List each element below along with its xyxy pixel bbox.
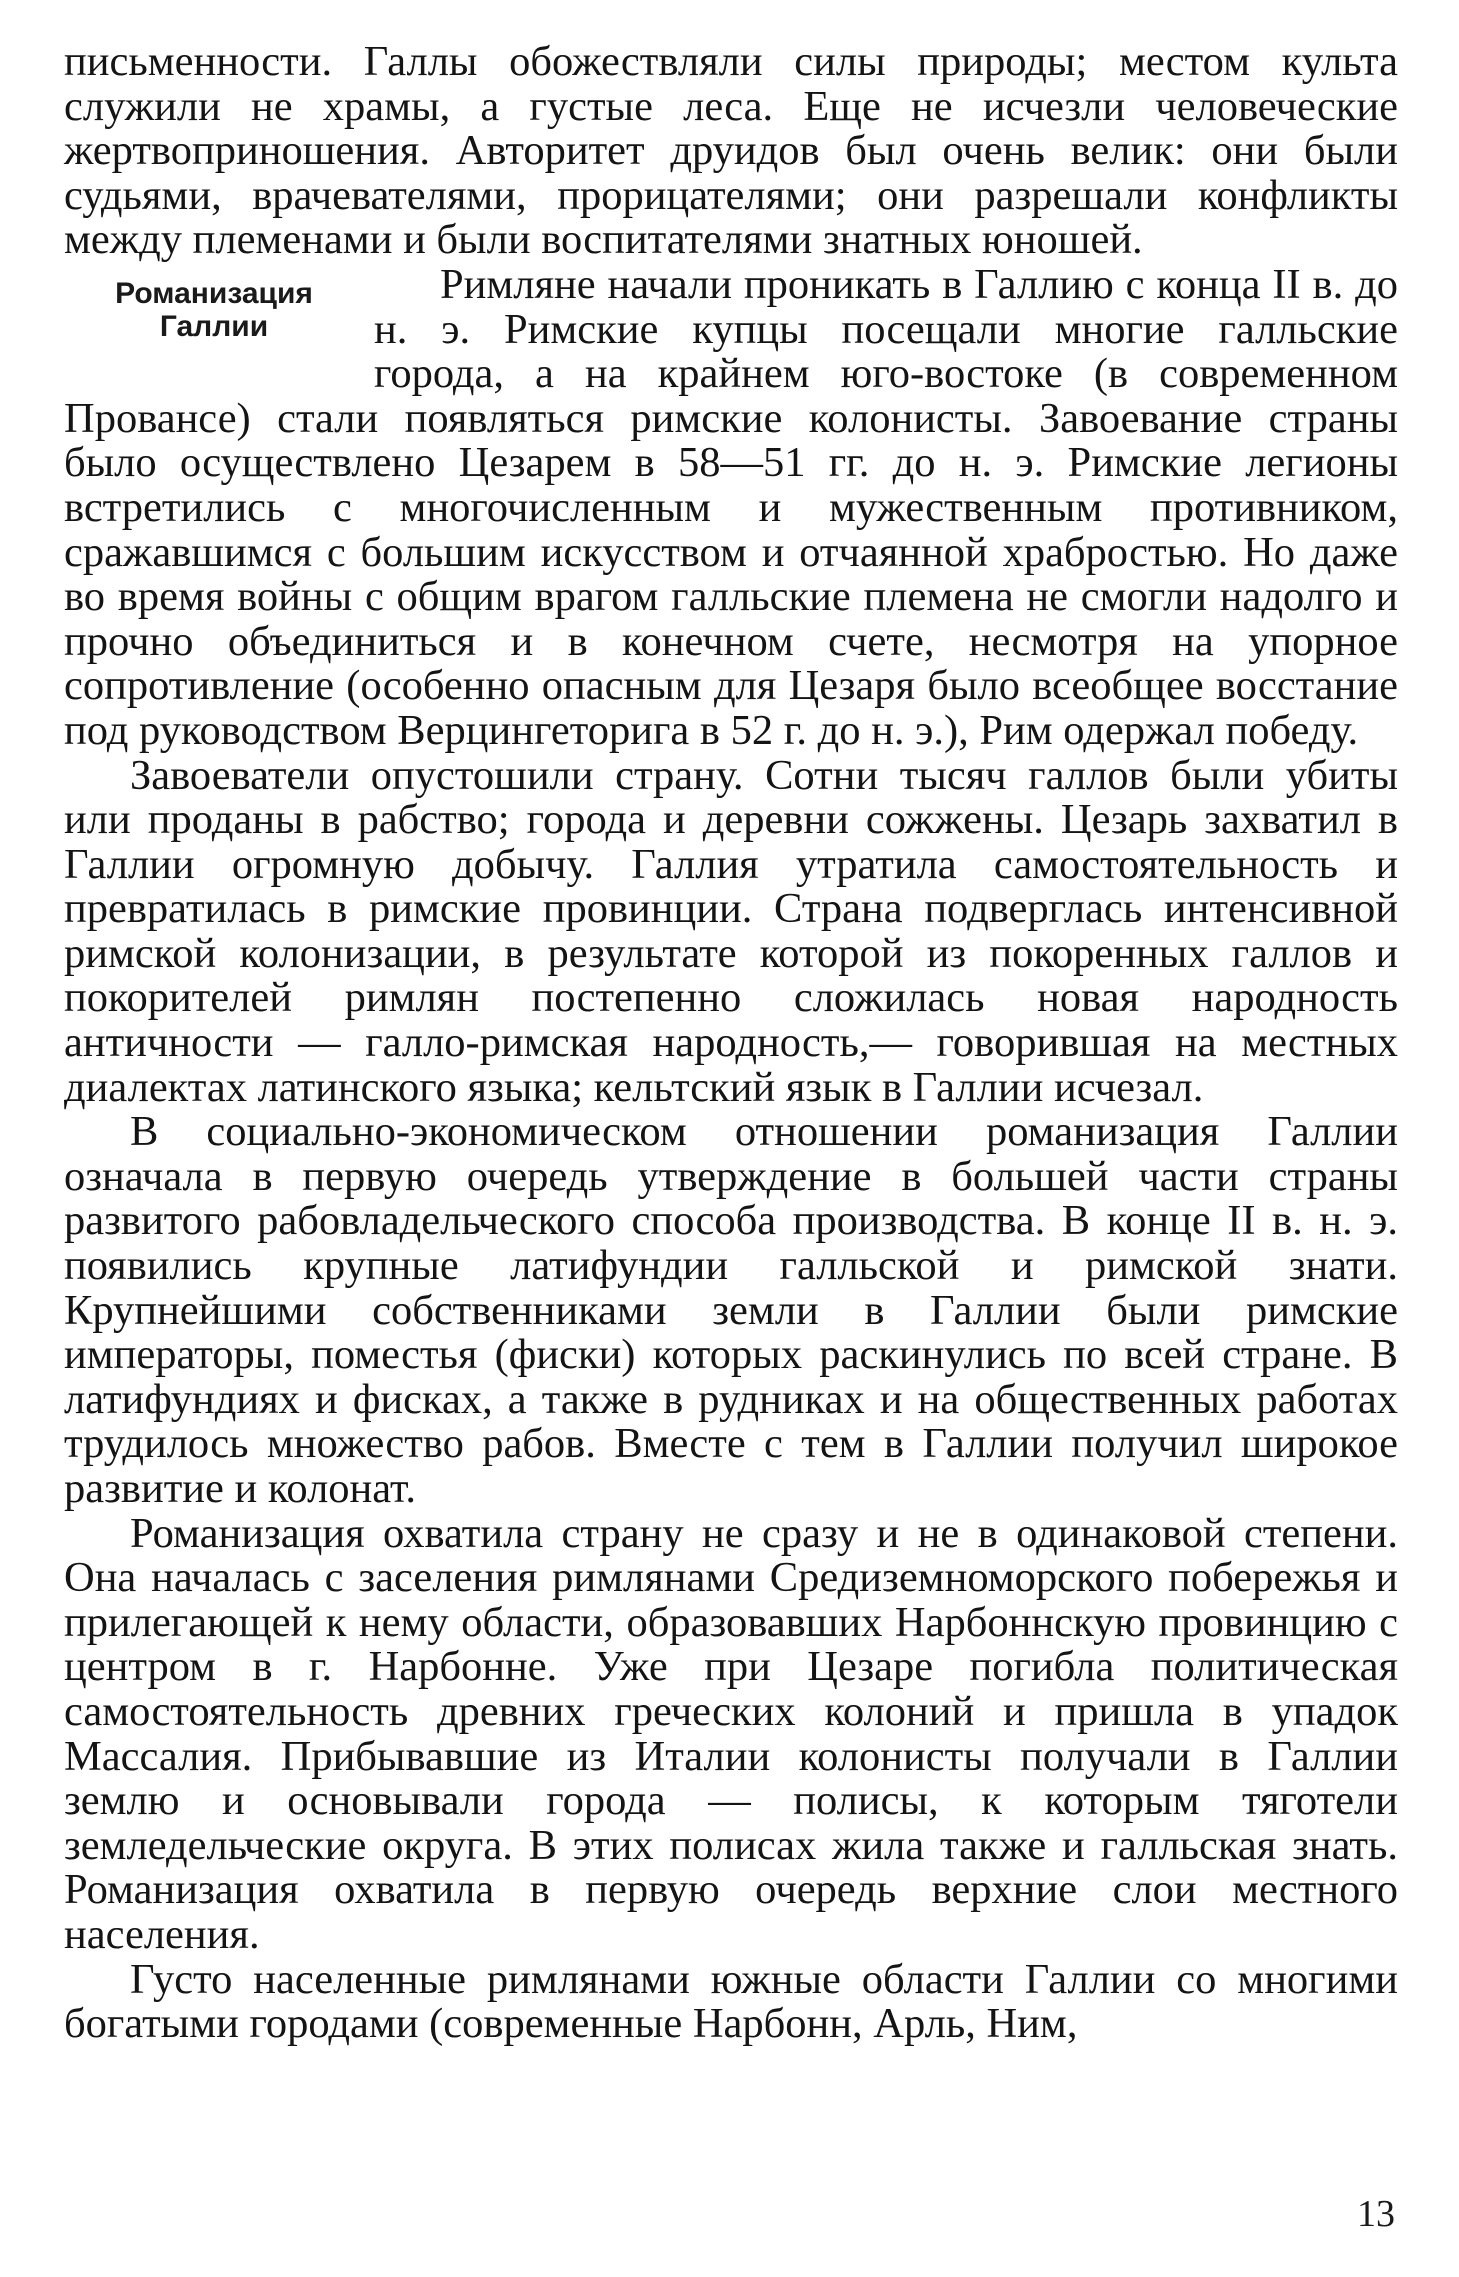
paragraph-southern-regions: Густо населенные римлянами южные области Галлии со многими богатыми городами (современные Нарбонн, Арль, Ним,: [64, 1955, 1398, 2048]
paragraph-continued: письменности. Галлы обожествляли силы природы; местом культа служили не храмы, а густые леса. Еще не исчезли человеческие жертвоприношения. Авторитет друидов был очень велик: они были судьями, врачевателями, прорицателями; они разрешали конфликты между племенами и были воспитателями знатных юношей.: [64, 38, 1398, 264]
side-heading: [64, 277, 364, 387]
page-number: 13: [1357, 2193, 1395, 2235]
paragraph-conquerors: Завоеватели опустошили страну. Сотни тысяч галлов были убиты или проданы в рабство; города и деревни сожжены. Цезарь захватил в Галлии огромную добычу. Галлия утратила самостоятельность и превратилась в римские провинции. Страна подверглась интенсивной римской колонизации, в результате которой из покоренных галлов и покорителей римлян постепенно сложилась новая народность античности — галло-римская народность,— говорившая на местных диалектах латинского языка; кельтский язык в Галлии исчезал.: [64, 751, 1398, 1111]
section-romanization: [64, 260, 1398, 754]
page-body: [64, 40, 1398, 2047]
paragraph-romanization-spread: Романизация охватила страну не сразу и не в одинаковой степени. Она началась с заселения римлянами Средиземноморского побережья и прилегающей к нему области, образовавших Нарбоннскую провинцию с центром в г. Нарбонне. Уже при Цезаре погибла политическая самостоятельность древних греческих колоний и пришла в упадок Массалия. Прибывавшие из Италии колонисты получали в Галлии землю и основывали города — полисы, к которым тяготели земледельческие округа. В этих полисах жила также и галльская знать. Романизация охватила в первую очередь верхние слои местного населения.: [64, 1509, 1398, 1958]
side-heading-line-1: Романизация: [115, 276, 313, 310]
paragraph-socio-economic: В социально-экономическом отношении романизация Галлии означала в первую очередь утверждение в большей части страны развитого рабовладельческого способа производства. В конце II в. н. э. появились крупные латифундии галльской и римской знати. Крупнейшими собственниками земли в Галлии были римские императоры, поместья (фиски) которых раскинулись по всей стране. В латифундиях и фисках, а также в рудниках и на общественных работах трудилось множество рабов. Вместе с тем в Галлии получил широкое развитие и колонат.: [64, 1108, 1398, 1512]
side-heading-line-2: Галлии: [159, 309, 269, 343]
paragraph-romans-penetrate: Римляне начали проникать в Галлию с конца II в. до н. э. Римские купцы посещали многие галльские города, а на крайнем юго-востоке (в современном Провансе) стали появляться римские колонисты. Завоевание страны было осуществлено Цезарем в 58—51 гг. до н. э. Римские легионы встретились с многочисленным и мужественным противником, сражавшимся с большим искусством и отчаянной храбростью. Но даже во время войны с общим врагом галльские племена не смогли надолго и прочно объединиться и в конечном счете, несмотря на упорное сопротивление (особенно опасным для Цезаря было всеобщее восстание под руководством Верцингеторига в 52 г. до н. э.), Рим одержал победу.: [64, 260, 1398, 754]
